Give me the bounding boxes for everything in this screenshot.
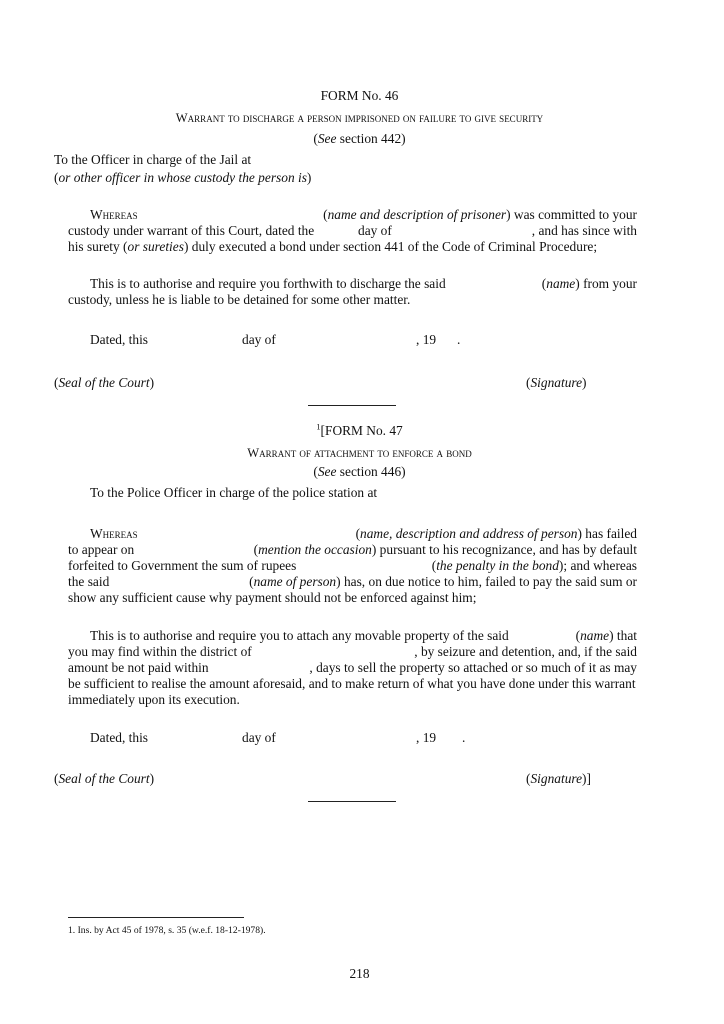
p2-line4-text: be sufficient to realise the amount aforesaid, and to make return of what you have done under this warrant — [68, 676, 636, 691]
form46-p2-line2: custody, unless he is liable to be detained for some other matter. — [68, 292, 411, 307]
form47-signature: (Signature)] — [526, 771, 591, 786]
p1-line4b: ) has, on due notice to him, failed to pay the said sum or — [336, 574, 637, 589]
form47-p2-line4 — [68, 676, 637, 693]
p1-line3b: ) duly executed a bond under section 441 of the Code of Criminal Procedure; — [183, 239, 598, 254]
form47-p1-line1-end: (name, description and address of person) has failed — [355, 526, 637, 541]
form47-p1-line2a: to appear on — [68, 542, 135, 557]
p1-line1-rest: ) was committed to your — [506, 207, 637, 222]
form47-p1-line4a: the said — [68, 574, 110, 589]
name-word: name — [546, 276, 576, 291]
see-word: See — [317, 131, 337, 146]
form47-p1-line3-end: (the penalty in the bond); and whereas — [431, 558, 637, 573]
form46-dated-dot: . — [457, 332, 461, 347]
form46-see-section: (See section 442) — [313, 131, 406, 146]
form47-see-section: (See section 446) — [313, 464, 406, 479]
signature-text: Signature — [530, 771, 583, 786]
form47-p2-line3b: , days to sell the property so attached or so much of it as may — [309, 660, 637, 675]
form46-dated-dayof: day of — [242, 332, 276, 347]
occasion-text: mention the occasion — [258, 542, 372, 557]
form46-addressee: To the Officer in charge of the Jail at — [54, 152, 252, 167]
form47-heading — [82, 423, 637, 440]
footnote-marker: 1 — [316, 421, 321, 432]
penalty-text: the penalty in the bond — [436, 558, 559, 573]
form47-title: Warrant of attachment to enforce a bond — [247, 446, 472, 460]
form47-p2-line1-end: (name) that — [575, 628, 637, 643]
form46-p1-line1-end: (name and description of prisoner) was committed to your — [323, 207, 637, 222]
whereas-word: Whereas — [90, 207, 138, 222]
signature-text: Signature — [530, 375, 583, 390]
signature-close: )] — [582, 771, 591, 786]
p1-line3a: his surety ( — [68, 239, 128, 254]
see-section-ref: section 446) — [336, 464, 406, 479]
footnote-rule — [68, 917, 244, 918]
form47-p2-line2b: , by seizure and detention, and, if the said — [414, 644, 637, 659]
form46-heading: FORM No. 46 — [320, 88, 399, 103]
form46-signature: (Signature) — [526, 375, 587, 390]
p1-line3b: ); and whereas — [558, 558, 637, 573]
form47-dated-dot: . — [462, 730, 466, 745]
p1-line1-rest: ) has failed — [577, 526, 637, 541]
whereas-word: Whereas — [90, 526, 138, 541]
form47-p1-line5: show any sufficient cause why payment should not be enforced against him; — [68, 590, 477, 605]
sureties-text: or sureties — [127, 239, 184, 254]
seal-text: Seal of the Court — [58, 771, 150, 786]
form47-p2-line2a: you may find within the district of — [68, 644, 252, 659]
form47-heading-text: [FORM No. 47 — [320, 423, 403, 438]
p2-line1b: ) that — [609, 628, 637, 643]
form47-dated-label: Dated, this — [90, 730, 149, 745]
p2-line1b: ) from your — [575, 276, 637, 291]
form46-p1-line2b: , and has since with — [531, 223, 637, 238]
form47-addressee: To the Police Officer in charge of the police station at — [90, 485, 378, 500]
form46-dated-label: Dated, this — [90, 332, 149, 347]
form46-seal: (Seal of the Court) — [54, 375, 155, 390]
addressee-alt-text: or other officer in whose custody the person is — [58, 170, 307, 185]
form46-addressee-alt: (or other officer in whose custody the person is) — [54, 170, 312, 185]
form46-p1-line2a: custody under warrant of this Court, dated the — [68, 223, 315, 238]
form46-dated-year: , 19 — [416, 332, 437, 347]
person-name-text: name of person — [253, 574, 337, 589]
form47-p1-line2-end: (mention the occasion) pursuant to his recognizance, and has by default — [253, 542, 637, 557]
page-number: 218 — [349, 966, 370, 981]
p1-line2b: ) pursuant to his recognizance, and has by default — [371, 542, 637, 557]
form46-title: Warrant to discharge a person imprisoned on failure to give security — [175, 111, 544, 125]
form47-p2-line1a: This is to authorise and require you to attach any movable property of the said — [90, 628, 509, 643]
person-desc: name, description and address of person — [360, 526, 578, 541]
name-word: name — [580, 628, 610, 643]
see-word: See — [317, 464, 337, 479]
separator-rule — [308, 405, 396, 406]
form46-p1-line3 — [68, 239, 597, 256]
form47-p1-whereas — [90, 526, 138, 543]
form47-p2-line3a: amount be not paid within — [68, 660, 209, 675]
form46-p2-line1a: This is to authorise and require you forthwith to discharge the said — [90, 276, 446, 291]
form46-p1-whereas — [90, 207, 138, 224]
form47-seal: (Seal of the Court) — [54, 771, 155, 786]
form46-p1-dayof: day of — [358, 223, 392, 238]
form47-dated-dayof: day of — [242, 730, 276, 745]
form47-p1-line3a: forfeited to Government the sum of rupees — [68, 558, 297, 573]
form46-p2-line1-end: (name) from your — [541, 276, 637, 291]
form47-p2-line5: immediately upon its execution. — [68, 692, 240, 707]
form47-p1-line4-end: (name of person) has, on due notice to him, failed to pay the said sum or — [249, 574, 637, 589]
end-rule — [308, 801, 396, 802]
footnote-text: 1. Ins. by Act 45 of 1978, s. 35 (w.e.f. 18-12-1978). — [68, 925, 266, 936]
form47-dated-year: , 19 — [416, 730, 437, 745]
seal-text: Seal of the Court — [58, 375, 150, 390]
prisoner-desc: name and description of prisoner — [327, 207, 507, 222]
see-section-ref: section 442) — [336, 131, 406, 146]
